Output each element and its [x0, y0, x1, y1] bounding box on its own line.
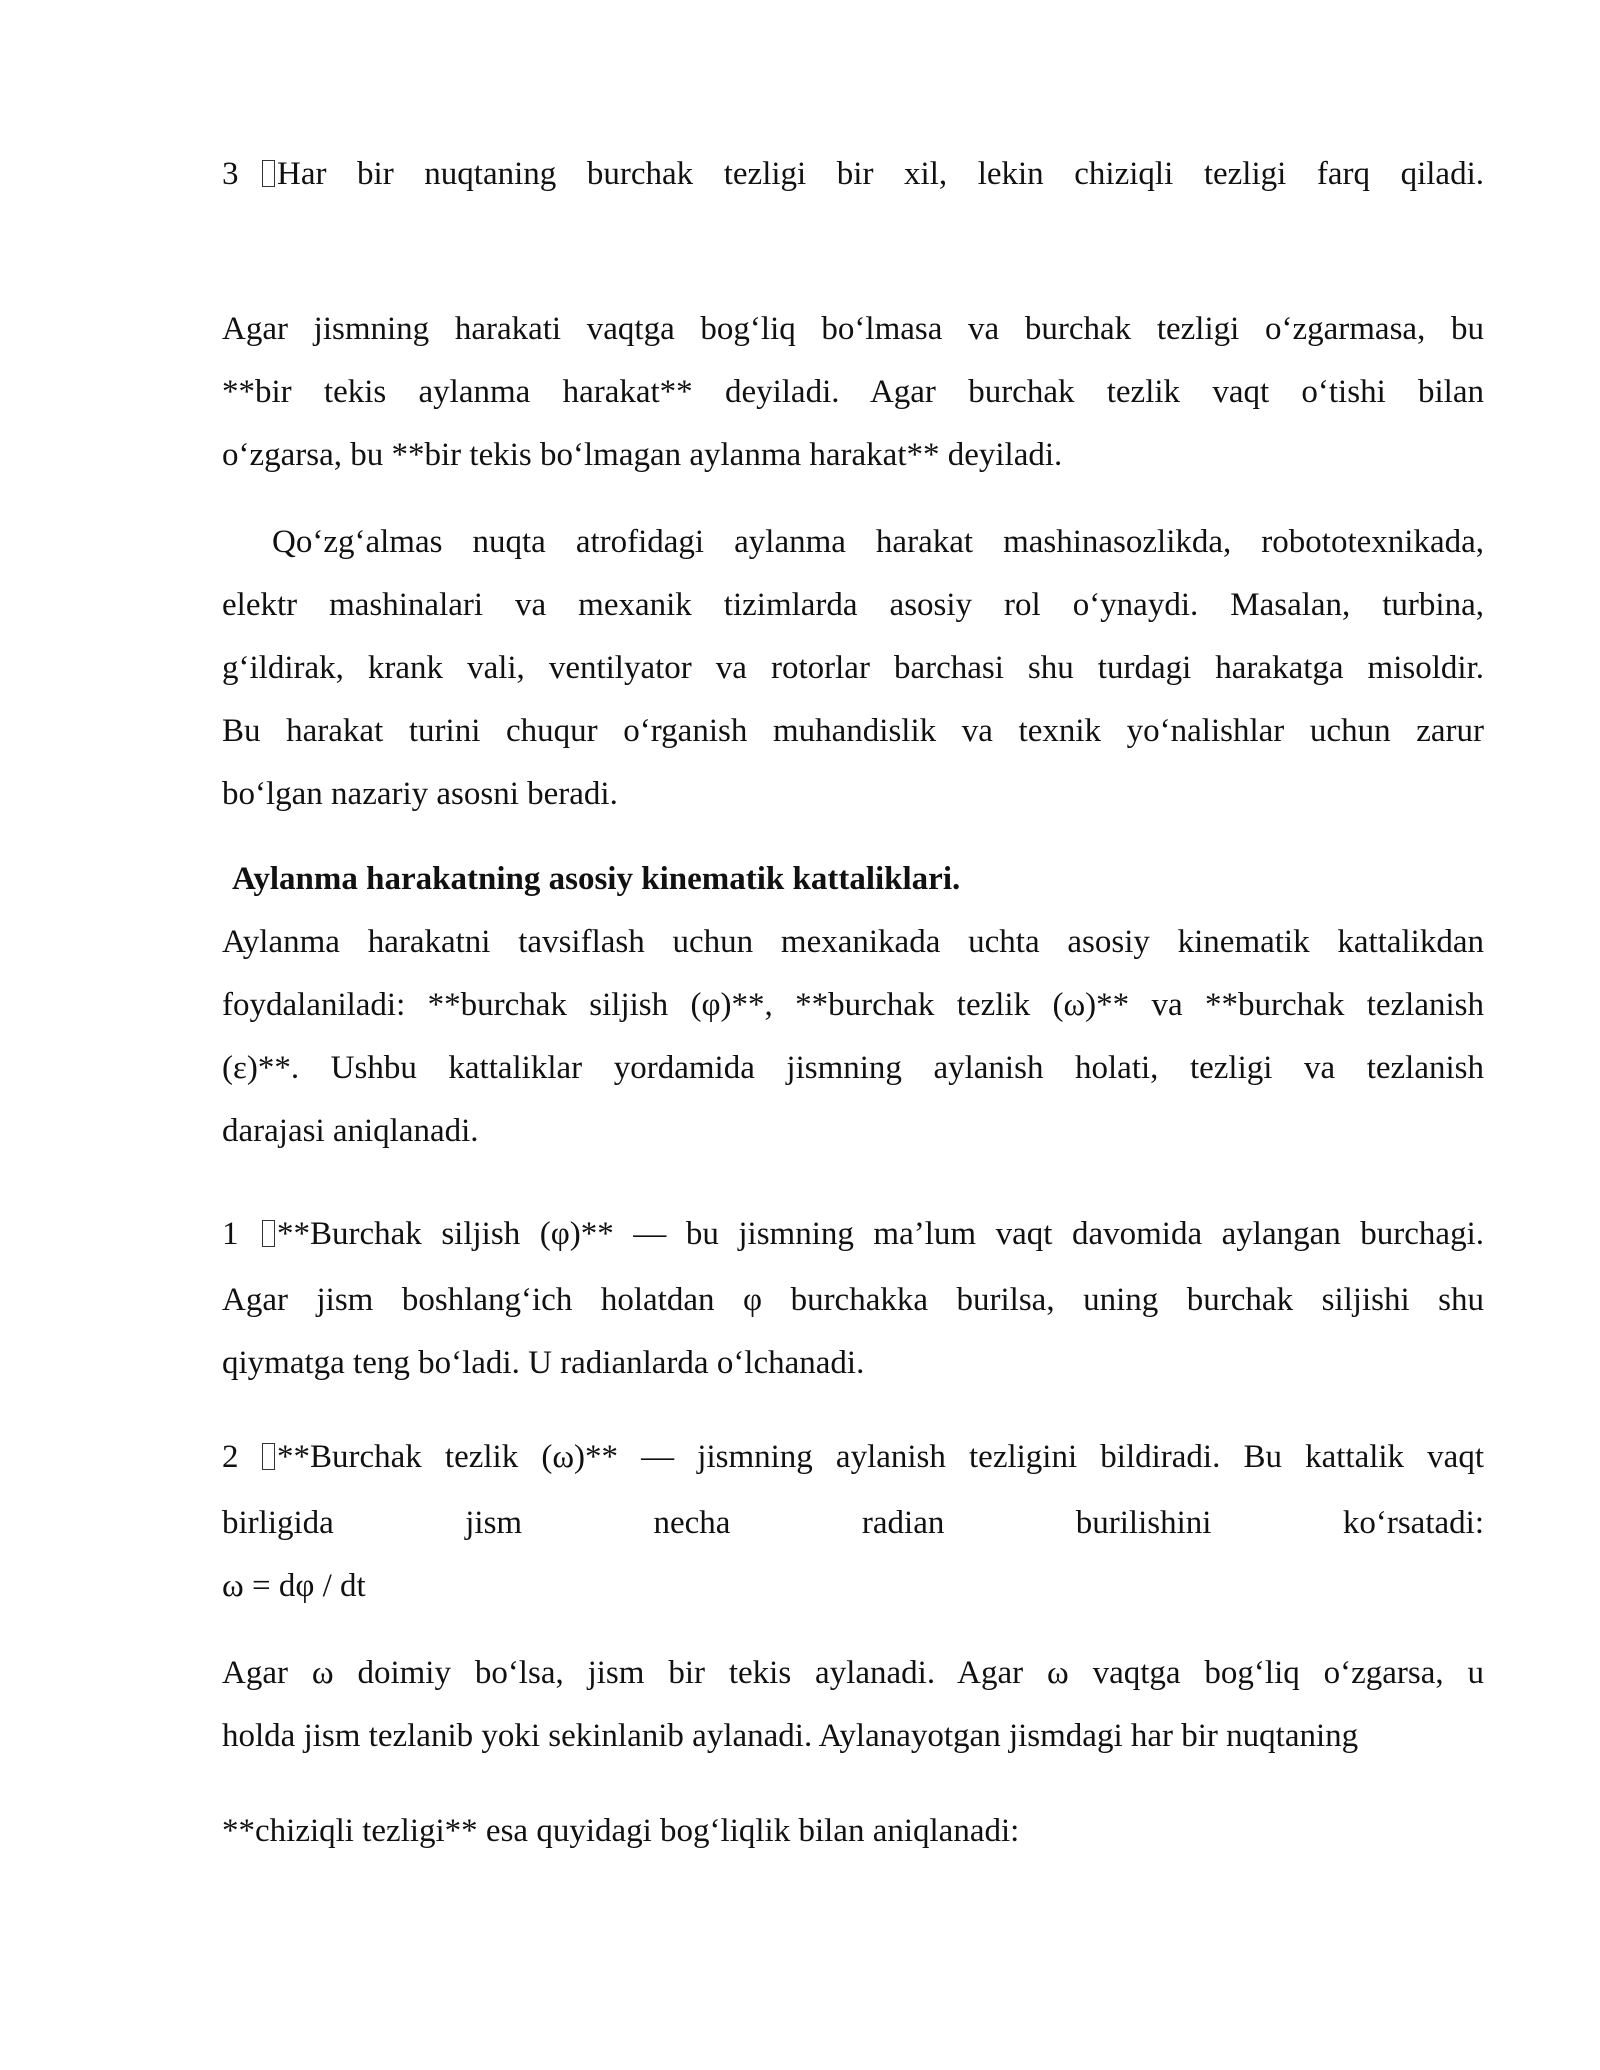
paragraph-line: g‘ildirak, krank vali, ventilyator va rotorlar barchasi shu turdagi harakatga misoldir.: [222, 650, 1484, 686]
paragraph-angular-velocity: [222, 1642, 1484, 1768]
list-item-2-line: [222, 1426, 1484, 1489]
paragraph-line: Agar ω doimiy bo‘lsa, jism bir tekis aylanadi. Agar ω vaqtga bog‘liq o‘zgarsa, u: [222, 1655, 1484, 1691]
missing-glyph-icon: [262, 1220, 275, 1247]
list-item-3: [222, 143, 1484, 206]
list-item-1-line: [222, 1203, 1484, 1266]
paragraph-kinematic-quantities: [222, 911, 1484, 1163]
paragraph-line: **chiziqli tezligi** esa quyidagi bog‘liqlik bilan aniqlanadi:: [222, 1813, 1020, 1849]
paragraph-line: Agar jism boshlang‘ich holatdan φ burchakka burilsa, uning burchak siljishi shu: [222, 1282, 1484, 1318]
list-number: 2: [222, 1439, 239, 1475]
missing-glyph-icon: [262, 160, 275, 187]
paragraph-line: bo‘lgan nazariy asosni beradi.: [222, 776, 618, 812]
list-item-3-line: [222, 143, 1484, 206]
section-heading-text: Aylanma harakatning asosiy kinematik kattaliklari.: [232, 861, 961, 897]
paragraph-line: Qo‘zg‘almas nuqta atrofidagi aylanma harakat mashinasozlikda, robototexnikada,: [272, 524, 1484, 560]
missing-glyph-icon: [262, 1443, 275, 1470]
paragraph-line: foydalaniladi: **burchak siljish (φ)**, **burchak tezlik (ω)** va **burchak tezlanish: [222, 987, 1484, 1023]
paragraph-line: **bir tekis aylanma harakat** deyiladi. Agar burchak tezlik vaqt o‘tishi bilan: [222, 374, 1484, 410]
list-item-2: [222, 1426, 1484, 1618]
formula: ω = dφ / dt: [222, 1568, 366, 1604]
list-item-text: Har bir nuqtaning burchak tezligi bir xil, lekin chiziqli tezligi farq qiladi.: [277, 156, 1484, 192]
paragraph-line: Bu harakat turini chuqur o‘rganish muhandislik va texnik yo‘nalishlar uchun zarur: [222, 713, 1484, 749]
list-item-text: **Burchak tezlik (ω)** — jismning aylanish tezligini bildiradi. Bu kattalik vaqt: [277, 1439, 1484, 1475]
paragraph-applications: [222, 511, 1484, 826]
paragraph-line: darajasi aniqlanadi.: [222, 1113, 479, 1149]
paragraph-linear-velocity: [222, 1800, 1484, 1863]
paragraph-line: elektr mashinalari va mexanik tizimlarda asosiy rol o‘ynaydi. Masalan, turbina,: [222, 587, 1484, 623]
paragraph-line: holda jism tezlanib yoki sekinlanib aylanadi. Aylanayotgan jismdagi har bir nuqtaning: [222, 1718, 1359, 1754]
paragraph-line: birligida jism necha radian burilishini ko‘rsatadi:: [222, 1505, 1484, 1541]
section-heading: [232, 848, 1494, 911]
paragraph-line: (ε)**. Ushbu kattaliklar yordamida jismning aylanish holati, tezligi va tezlanish: [222, 1050, 1484, 1086]
list-number: 3: [222, 156, 239, 192]
list-item-text: **Burchak siljish (φ)** — bu jismning ma’lum vaqt davomida aylangan burchagi.: [277, 1216, 1484, 1252]
list-item-1: [222, 1203, 1484, 1395]
paragraph-uniform-motion: [222, 298, 1484, 487]
paragraph-line: o‘zgarsa, bu **bir tekis bo‘lmagan aylanma harakat** deyiladi.: [222, 437, 1063, 473]
paragraph-line: Aylanma harakatni tavsiflash uchun mexanikada uchta asosiy kinematik kattalikdan: [222, 924, 1484, 960]
paragraph-line: Agar jismning harakati vaqtga bog‘liq bo‘lmasa va burchak tezligi o‘zgarmasa, bu: [222, 311, 1484, 347]
paragraph-line: qiymatga teng bo‘ladi. U radianlarda o‘lchanadi.: [222, 1345, 865, 1381]
list-number: 1: [222, 1216, 239, 1252]
